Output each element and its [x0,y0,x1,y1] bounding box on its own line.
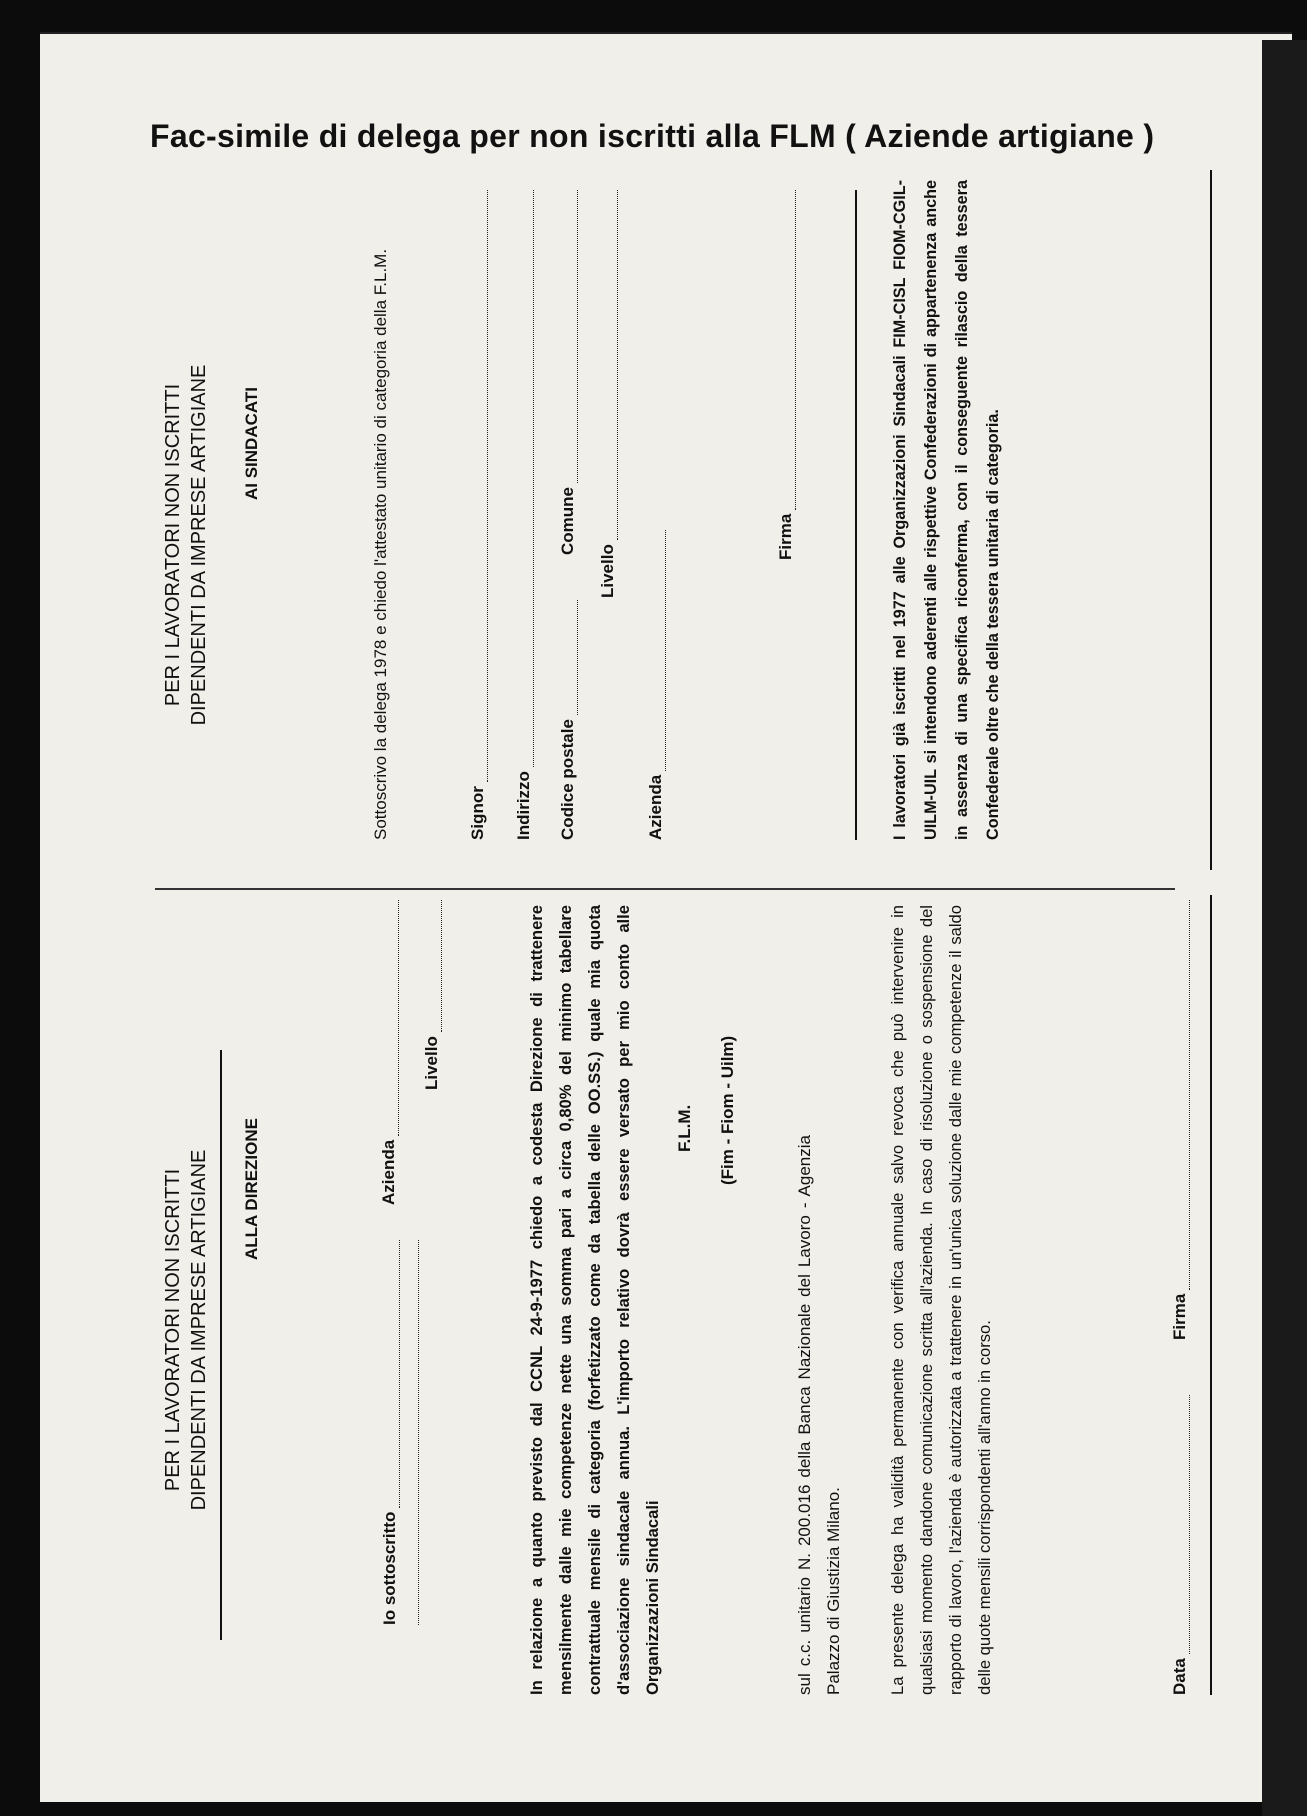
page-top-edge [40,32,1292,34]
right-form-comune-field[interactable] [552,190,578,555]
left-form-livello-field[interactable] [418,900,442,1090]
right-form-livello-field[interactable] [592,190,618,598]
left-form-validity-text: La presente delega ha validità permanente con verifica annuale salvo revoca che può intervenire in qualsiasi momento dandone comunicazione scritta all'azienda. In caso di risoluzione o sospensione del rapporto di lavoro, l'azienda è autorizzata a trattenere in un'unica soluzione dalle mie competenze il saldo delle quote mensili corrispondenti all'anno in corso. [888,905,994,1695]
left-form-data-label: Data [1170,1658,1189,1695]
right-form-header-line2: DIPENDENTI DA IMPRESE ARTIGIANE [188,364,210,726]
right-form-indirizzo-label: Indirizzo [514,771,533,840]
rotated-forms [150,170,1270,1700]
page-title: Fac-simile di delega per non iscritti alla FLM ( Aziende artigiane ) [150,118,1155,154]
right-form-separator [855,190,857,840]
right-form-azienda-field[interactable] [640,530,666,840]
left-form-data-field[interactable] [1166,1395,1190,1695]
form-divider [155,888,1175,890]
left-form-azienda-label: Azienda [379,1139,398,1205]
right-form-azienda-label: Azienda [646,774,665,840]
left-form-livello-label: Livello [422,1036,441,1090]
left-form-firma-label: Firma [1170,1293,1189,1340]
left-form-sottoscritto-field[interactable] [376,1240,400,1625]
left-form-azienda-field[interactable] [375,900,399,1205]
left-form-header-line2: DIPENDENTI DA IMPRESE ARTIGIANE [188,1149,210,1511]
right-form-signor-label: Signor [468,786,487,840]
right-form-signor-field[interactable] [462,190,488,840]
right-form-firma-field[interactable] [770,190,796,560]
left-form-bank-text: sul c.c. unitario N. 200.016 della Banca Nazionale del Lavoro - Agenzia Palazzo di Giustizia Milano. [795,1135,843,1695]
right-form-codice-postale-field[interactable] [552,600,578,840]
right-form-comune-label: Comune [558,487,577,555]
right-form-recipient: AI SINDACATI [242,386,261,500]
right-form-body-text: Sottoscrivo la delega 1978 e chiedo l'attestato unitario di categoria della F.L.M. [371,248,390,840]
left-form-body-text: In relazione a quanto previsto dal CCNL 24-9-1977 chiedo a codesta Direzione di trattenere mensilmente dalle mie competenze nette una somma pari a circa 0,80% del minimo tabellare contrattuale mensile di categoria (forfetizzato come da tabella delle OO.SS.) quale mia quota d'associazione sindacale annua. L'importo relativo dovrà essere versato per mio conto alle Organizzazioni Sindacali [527,905,662,1695]
left-form-flm: F.L.M. [675,1104,694,1152]
left-form-header-line1: PER I LAVORATORI NON ISCRITTI [162,1168,184,1492]
right-form-note-text: I lavoratori già iscritti nel 1977 alle Organizzazioni Sindacali FIM-CISL FIOM-CGIL-UILM-UIL si intendono aderenti alle rispettive Confederazioni di appartenenza anche in assenza di una specifica riconferma, con il conseguente rilascio della tessera Confederale oltre che della tessera unitaria di categoria. [891,180,1002,840]
right-form-livello-label: Livello [598,544,617,598]
left-form-sottoscritto-label: Io sottoscritto [380,1511,399,1625]
left-form-header-rule [220,1050,222,1640]
right-form-codice-postale-label: Codice postale [558,719,577,840]
left-form-sottoscritto-line2 [418,1240,419,1625]
left-form-bottom-rule [1210,895,1212,1695]
left-form-firma-field[interactable] [1166,900,1190,1340]
left-form-flm-sub: (Fim - Fiom - Uilm) [718,1035,737,1185]
left-form-recipient: ALLA DIREZIONE [242,1118,261,1260]
right-form-firma-label: Firma [776,513,795,560]
right-form-indirizzo-field[interactable] [508,190,534,840]
right-form-header-line1: PER I LAVORATORI NON ISCRITTI [162,383,184,707]
right-form-bottom-rule [1210,170,1212,870]
